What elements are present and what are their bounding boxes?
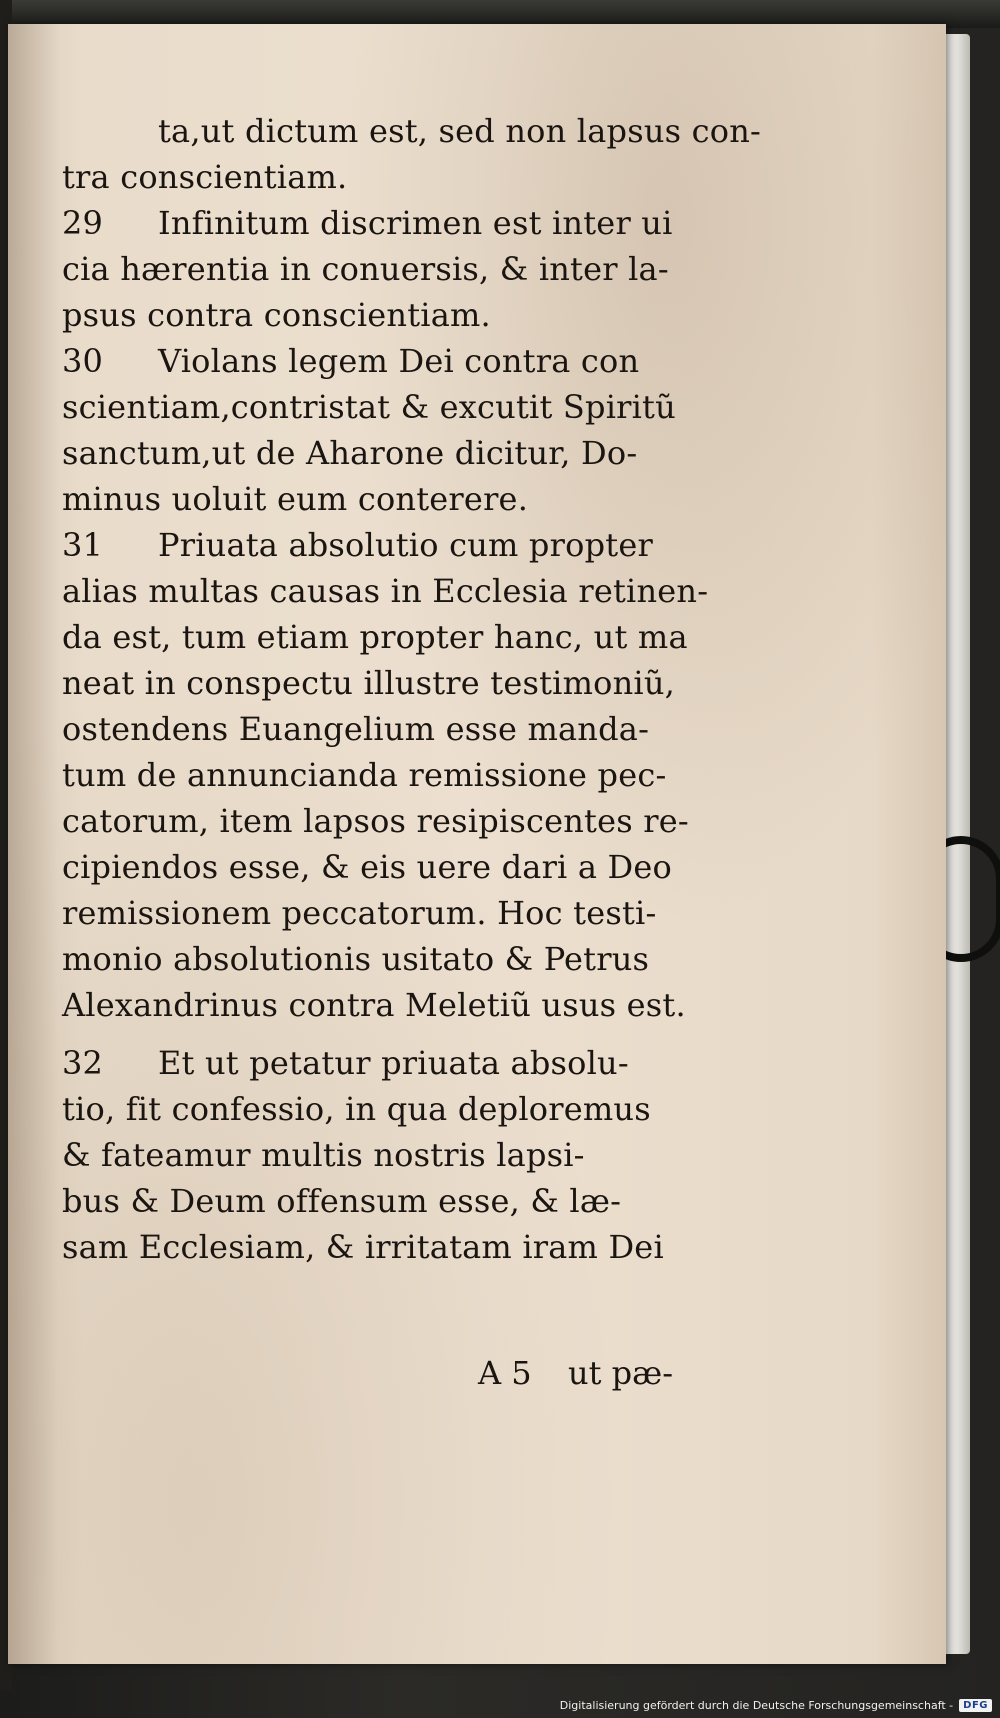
line-text: cipiendos esse, & eis uere dari a Deo	[62, 848, 672, 886]
thesis-number: 31	[62, 526, 104, 564]
catchword: ut pæ-	[568, 1354, 674, 1392]
line-text: minus uoluit eum conterere.	[62, 480, 529, 518]
line-text: ostendens Euangelium esse manda-	[62, 710, 650, 748]
text-line	[62, 246, 742, 292]
text-line	[62, 1040, 742, 1086]
line-text: scientiam,contristat & excutit Spiritũ	[62, 388, 676, 426]
thesis-number: 29	[62, 204, 104, 242]
page-text	[62, 108, 762, 1270]
line-text: Violans legem Dei contra con	[158, 342, 640, 380]
text-line	[62, 108, 762, 154]
text-line	[62, 1224, 742, 1270]
line-text: cia hærentia in conuersis, & inter la-	[62, 250, 669, 288]
text-line	[62, 292, 742, 338]
line-text: & fateamur multis nostris lapsi-	[62, 1136, 585, 1174]
credit-text: Digitalisierung gefördert durch die Deutsche Forschungsgemeinschaft -	[559, 1698, 954, 1712]
line-text: monio absolutionis usitato & Petrus	[62, 940, 650, 978]
line-text: sam Ecclesiam, & irritatam iram Dei	[62, 1228, 664, 1266]
line-text: da est, tum etiam propter hanc, ut ma	[62, 618, 688, 656]
text-line	[62, 936, 742, 982]
thesis-number: 32	[62, 1044, 104, 1082]
page-fold-shadow	[8, 24, 58, 1664]
thesis-number: 30	[62, 342, 104, 380]
line-text: alias multas causas in Ecclesia retinen-	[62, 572, 709, 610]
text-line	[62, 844, 742, 890]
line-text: neat in conspectu illustre testimoniũ,	[62, 664, 676, 702]
line-text: Priuata absolutio cum propter	[158, 526, 653, 564]
line-text: tum de annuncianda remissione pec-	[62, 756, 667, 794]
text-line	[62, 1132, 742, 1178]
line-text: ta,ut dictum est, sed non lapsus con-	[158, 112, 762, 150]
text-line	[62, 568, 742, 614]
line-text: bus & Deum offensum esse, & læ-	[62, 1182, 622, 1220]
line-text: psus contra conscientiam.	[62, 296, 491, 334]
text-line	[62, 660, 742, 706]
signature-mark: A 5	[478, 1354, 532, 1392]
text-line	[62, 1086, 742, 1132]
text-line	[62, 154, 742, 200]
text-line	[62, 982, 742, 1040]
line-text: remissionem peccatorum. Hoc testi-	[62, 894, 657, 932]
text-line	[62, 200, 742, 246]
text-line	[62, 338, 742, 384]
book-page	[8, 24, 946, 1664]
line-text: tio, fit confessio, in qua deploremus	[62, 1090, 651, 1128]
line-text: catorum, item lapsos resipiscentes re-	[62, 802, 689, 840]
text-line	[62, 798, 742, 844]
text-line	[62, 890, 742, 936]
text-line	[62, 430, 742, 476]
line-text: Alexandrinus contra Meletiũ usus est.	[62, 986, 686, 1024]
text-line	[62, 614, 742, 660]
line-text: Infinitum discrimen est inter ui	[158, 204, 673, 242]
line-text: sanctum,ut de Aharone dicitur, Do-	[62, 434, 638, 472]
text-line	[62, 1178, 742, 1224]
line-text: Et ut petatur priuata absolu-	[158, 1044, 629, 1082]
text-line	[62, 476, 742, 522]
text-line	[62, 522, 742, 568]
digitization-credit	[560, 1694, 992, 1716]
text-line	[62, 384, 742, 430]
text-line	[62, 706, 742, 752]
line-text: tra conscientiam.	[62, 158, 348, 196]
text-line	[62, 752, 742, 798]
dfg-logo: DFG	[959, 1699, 992, 1712]
page-catchline	[478, 1354, 673, 1392]
